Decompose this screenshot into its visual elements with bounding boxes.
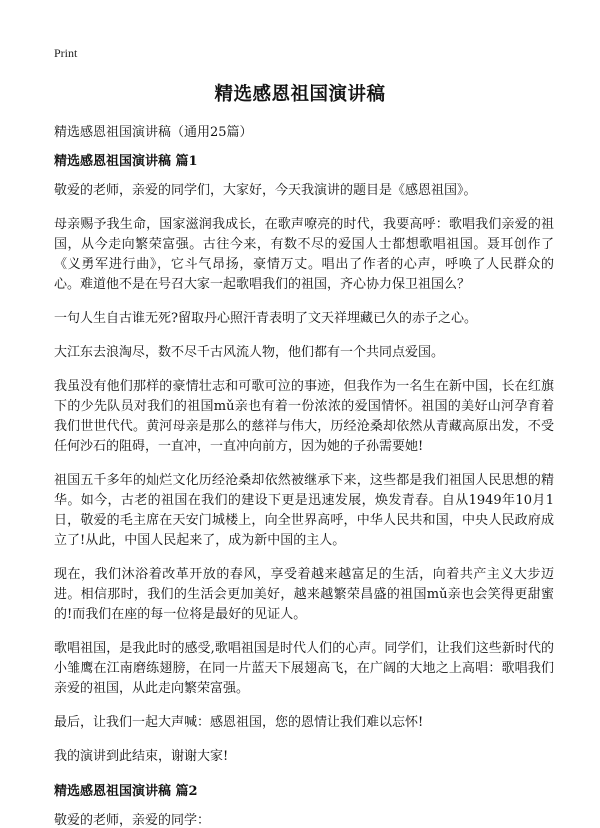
paragraph: 我虽没有他们那样的豪情壮志和可歌可泣的事迹，但我作为一名生在新中国，长在红旗下的少先队员对我们的祖国mǔ亲也有着一份浓浓的爱国情怀。祖国的美好山河孕育着我们世世代代。黄河母亲是那么的慈祥与伟大，历经沧桑却依然从青藏高原出发，不受任何沙石的阻碍，一直冲，一直冲向前方，因为她的子孙需要她! xyxy=(54,379,554,454)
paragraph: 我的演讲到此结束，谢谢大家! xyxy=(54,749,229,764)
paragraph: 现在，我们沐浴着改革开放的春风，享受着越来越富足的生活，向着共产主义大步迈进。相信那时，我们的生活会更加美好，越来越繁荣昌盛的祖国mǔ亲也会笑得更甜蜜的!而我们在座的每一位将是最好的见证人。 xyxy=(54,567,554,622)
paragraph: 歌唱祖国，是我此时的感受,歌唱祖国是时代人们的心声。同学们，让我们这些新时代的小雏鹰在江南磨练翅膀，在同一片蓝天下展翅高飞，在广阔的大地之上高唱：歌唱我们亲爱的祖国，从此走向繁荣富强。 xyxy=(54,641,554,696)
print-link[interactable]: Print xyxy=(54,46,78,60)
document-title: 精选感恩祖国演讲稿 xyxy=(214,84,386,105)
paragraph: 大江东去浪淘尽，数不尽千古风流人物，他们都有一个共同点爱国。 xyxy=(54,345,445,360)
section-heading: 精选感恩祖国演讲稿 篇1 xyxy=(54,154,198,169)
paragraph: 最后，让我们一起大声喊：感恩祖国，您的恩情让我们难以忘怀! xyxy=(54,715,424,730)
paragraph: 敬爱的老师，亲爱的同学： xyxy=(54,813,211,828)
paragraph: 敬爱的老师，亲爱的同学们，大家好，今天我演讲的题目是《感恩祖国》。 xyxy=(54,183,477,198)
paragraph: 一句人生自古谁无死?留取丹心照汗青表明了文天祥埋藏已久的赤子之心。 xyxy=(54,311,477,326)
paragraph: 母亲赐予我生命，国家滋润我成长，在歌声嘹亮的时代，我要高呼：歌唱我们亲爱的祖国，从今走向繁荣富强。古往今来，有数不尽的爱国人士都想歌唱祖国。聂耳创作了《义勇军进行曲》，它斗气昂扬，豪情万丈。唱出了作者的心声，呼唤了人民群众的心。难道他不是在号召大家一起歌唱我们的祖国，齐心协力保卫祖国么？ xyxy=(54,217,554,292)
paragraph: 祖国五千多年的灿烂文化历经沧桑却依然被继承下来，这些都是我们祖国人民思想的精华。如今，古老的祖国在我们的建设下更是迅速发展，焕发青春。自从1949年10月1日，敬爱的毛主席在天安门城楼上，向全世界高呼，中华人民共和国，中央人民政府成立了!从此，中国人民起来了，成为新中国的主人。 xyxy=(54,473,554,548)
section-heading: 精选感恩祖国演讲稿 篇2 xyxy=(54,784,198,799)
document-body xyxy=(54,150,554,828)
document-subtitle: 精选感恩祖国演讲稿（通用25篇） xyxy=(54,125,253,140)
